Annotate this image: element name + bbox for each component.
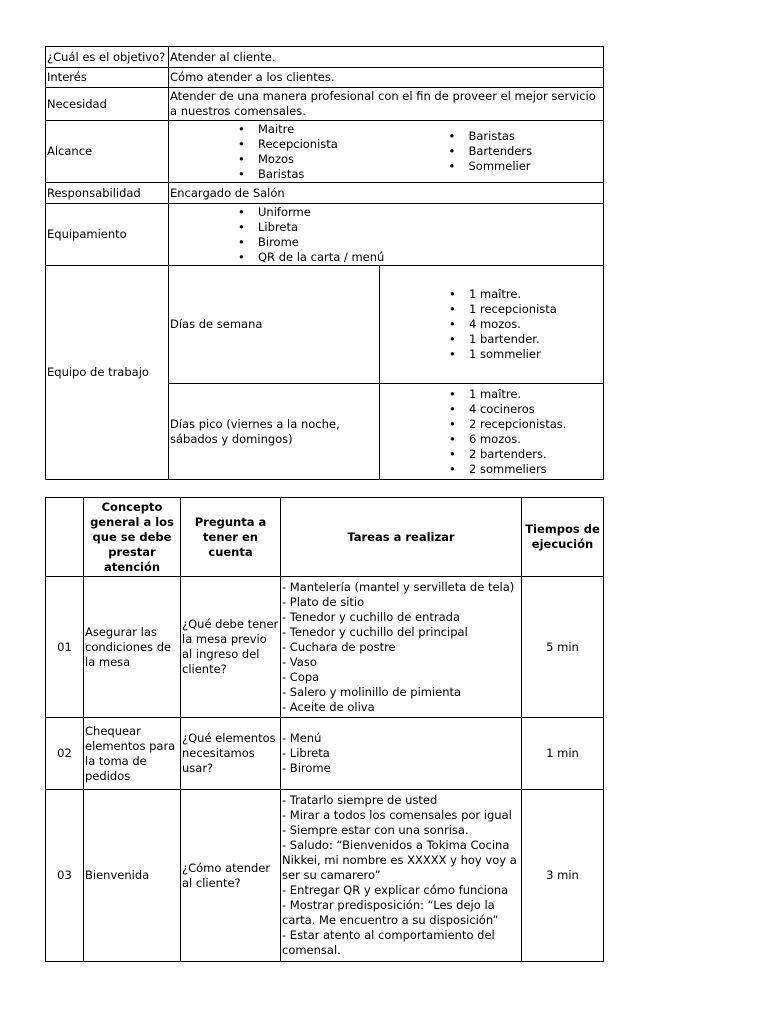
row-number: 02 [46, 718, 84, 790]
row-concepto: Chequear elementos para la toma de pedidos [84, 718, 181, 790]
list-item: • Maitre [170, 122, 379, 137]
list-item: • 1 sommelier [381, 347, 602, 362]
objetivo-label: ¿Cuál es el objetivo? [46, 47, 169, 68]
row-concepto: Asegurar las condiciones de la mesa [84, 577, 181, 718]
task-line: - Birome [282, 761, 331, 775]
necesidad-value: Atender de una manera profesional con el fin de proveer el mejor servicio a nuestros comensales. [169, 88, 604, 121]
header-tareas: Tareas a realizar [281, 498, 522, 577]
task-line: - Libreta [282, 746, 330, 760]
equipamiento-label: Equipamiento [46, 204, 169, 266]
row-pregunta: ¿Qué debe tener la mesa previo al ingreso del cliente? [181, 577, 281, 718]
task-line: Nikkei, mi nombre es XXXXX y hoy voy a [282, 853, 517, 867]
task-line: - Menú [282, 731, 322, 745]
task-line: - Tenedor y cuchillo del principal [282, 624, 468, 639]
task-line: carta. Me encuentro a su disposición” [282, 913, 499, 927]
list-item: • 1 bartender. [381, 332, 602, 347]
list-item: • 1 maître. [381, 287, 602, 302]
equipo-label: Equipo de trabajo [46, 266, 169, 480]
list-item: • Baristas [381, 129, 603, 144]
alcance-list-a [170, 122, 379, 182]
pico-label: Días pico (viernes a la noche, sábados y domingos) [169, 384, 380, 480]
row-concepto: Bienvenida [84, 790, 181, 962]
task-line: - Tratarlo siempre de usted [282, 793, 438, 807]
necesidad-label: Necesidad [46, 88, 169, 121]
row-tareas [281, 577, 522, 718]
task-line: - Estar atento al comportamiento del [282, 928, 495, 942]
list-item: • 2 bartenders. [381, 447, 602, 462]
list-item: • Baristas [170, 167, 379, 182]
list-item: • QR de la carta / menú [170, 250, 602, 265]
row-tiempo: 1 min [522, 718, 604, 790]
task-line: - Mantelería (mantel y servilleta de tela) [282, 579, 515, 594]
header-tiempos: Tiempos de ejecución [522, 498, 604, 577]
row-pregunta: ¿Qué elementos necesitamos usar? [181, 718, 281, 790]
task-line: - Entregar QR y explicar cómo funciona [282, 883, 509, 897]
interes-value: Cómo atender a los clientes. [169, 68, 604, 88]
task-line: - Salero y molinillo de pimienta [282, 684, 462, 699]
list-item: • 1 recepcionista [381, 302, 602, 317]
list-item: • Sommelier [381, 159, 603, 174]
table-row [46, 577, 604, 718]
list-item: • Bartenders [381, 144, 603, 159]
list-item: • Libreta [170, 220, 602, 235]
task-line: - Cuchara de postre [282, 639, 396, 654]
header-concepto: Concepto general a los que se debe prestar atención [84, 498, 181, 577]
task-line: ser su camarero” [282, 868, 381, 882]
pico-list-cell [380, 384, 604, 480]
task-line: comensal. [282, 943, 341, 957]
list-item: • Uniforme [170, 205, 602, 220]
row-tareas [281, 718, 522, 790]
semana-label: Días de semana [169, 266, 380, 384]
row-pregunta: ¿Cómo atender al cliente? [181, 790, 281, 962]
objective-table [45, 46, 604, 480]
row-number: 01 [46, 577, 84, 718]
header-number [46, 498, 84, 577]
task-line: - Copa [282, 669, 320, 684]
equipamiento-list-cell [169, 204, 604, 266]
row-number: 03 [46, 790, 84, 962]
task-line: - Plato de sitio [282, 594, 365, 609]
task-line: - Vaso [282, 654, 317, 669]
list-item: • 4 mozos. [381, 317, 602, 332]
row-tiempo: 5 min [522, 577, 604, 718]
semana-list-cell [380, 266, 604, 384]
table-row [46, 718, 604, 790]
task-line: - Aceite de oliva [282, 699, 375, 714]
responsabilidad-value: Encargado de Salón [169, 183, 604, 204]
list-item: • 2 sommeliers [381, 462, 602, 477]
header-pregunta: Pregunta a tener en cuenta [181, 498, 281, 577]
task-line: - Tenedor y cuchillo de entrada [282, 609, 461, 624]
semana-list [381, 287, 602, 362]
list-item: • 4 cocineros [381, 402, 602, 417]
list-item: • Mozos [170, 152, 379, 167]
pico-list [381, 387, 602, 477]
task-line: - Siempre estar con una sonrisa. [282, 823, 469, 837]
interes-label: Interés [46, 68, 169, 88]
task-line: - Saludo: “Bienvenidos a Tokima Cocina [282, 838, 510, 852]
alcance-list-b-cell [380, 121, 604, 183]
task-line: - Mostrar predisposición: “Les dejo la [282, 898, 495, 912]
alcance-list-a-cell [169, 121, 380, 183]
alcance-list-b [381, 129, 603, 174]
list-item: • Birome [170, 235, 602, 250]
objetivo-value: Atender al cliente. [169, 47, 604, 68]
list-item: • 2 recepcionistas. [381, 417, 602, 432]
row-tiempo: 3 min [522, 790, 604, 962]
list-item: • 6 mozos. [381, 432, 602, 447]
alcance-label: Alcance [46, 121, 169, 183]
equipamiento-list [170, 205, 602, 265]
table-row [46, 790, 604, 962]
list-item: • Recepcionista [170, 137, 379, 152]
responsabilidad-label: Responsabilidad [46, 183, 169, 204]
list-item: • 1 maître. [381, 387, 602, 402]
row-tareas [281, 790, 522, 962]
task-line: - Mirar a todos los comensales por igual [282, 808, 512, 822]
tasks-table [45, 497, 604, 962]
